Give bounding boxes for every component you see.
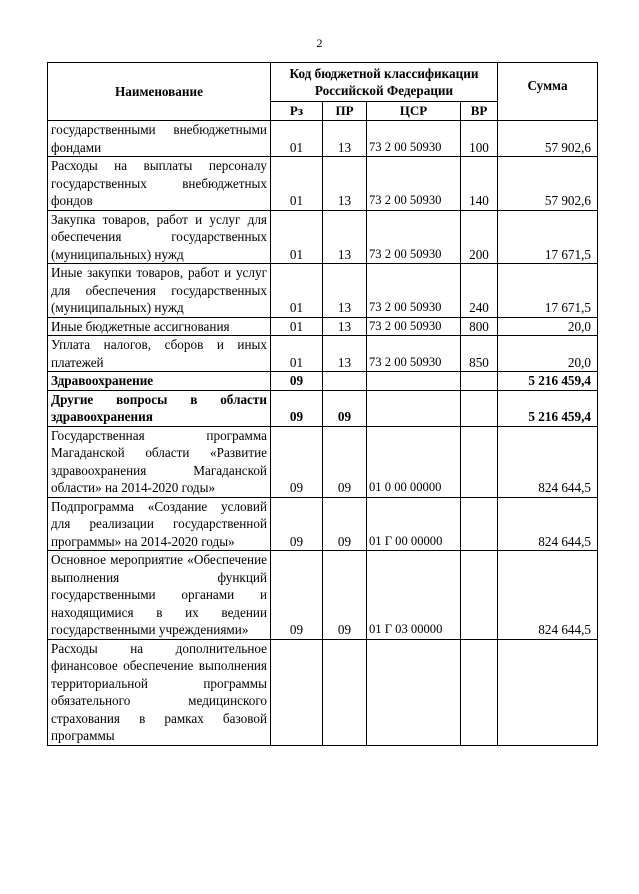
row-sum: 20,0: [498, 317, 598, 336]
row-name: Иные бюджетные ассигнования: [48, 317, 271, 336]
budget-table: [47, 62, 598, 746]
row-sum: 57 902,6: [498, 121, 598, 157]
row-rz: 01: [271, 121, 323, 157]
row-rz: 01: [271, 210, 323, 264]
row-sum: 5 216 459,4: [498, 390, 598, 426]
row-csr: 73 2 00 50930: [367, 121, 461, 157]
table-row: [48, 497, 598, 551]
row-sum: 17 671,5: [498, 264, 598, 318]
row-vr: [461, 372, 498, 391]
row-vr: 850: [461, 336, 498, 372]
row-pr: [323, 372, 367, 391]
header-sum: Сумма: [498, 63, 598, 121]
row-sum: 57 902,6: [498, 157, 598, 211]
row-csr: 73 2 00 50930: [367, 336, 461, 372]
row-sum: 824 644,5: [498, 497, 598, 551]
row-rz: 09: [271, 390, 323, 426]
row-csr: 73 2 00 50930: [367, 317, 461, 336]
row-csr: [367, 390, 461, 426]
row-rz: 01: [271, 264, 323, 318]
row-vr: 800: [461, 317, 498, 336]
row-pr: 09: [323, 497, 367, 551]
row-vr: [461, 639, 498, 745]
row-rz: 01: [271, 157, 323, 211]
row-pr: 13: [323, 157, 367, 211]
row-vr: 200: [461, 210, 498, 264]
row-name: Другие вопросы в области здравоохранения: [48, 390, 271, 426]
header-vr: ВР: [461, 102, 498, 121]
row-sum: 824 644,5: [498, 426, 598, 497]
row-csr: [367, 372, 461, 391]
row-csr: 73 2 00 50930: [367, 264, 461, 318]
table-row: [48, 157, 598, 211]
row-pr: 13: [323, 336, 367, 372]
table-row: [48, 372, 598, 391]
row-sum: 5 216 459,4: [498, 372, 598, 391]
row-name: государственными внебюджетными фондами: [48, 121, 271, 157]
row-pr: [323, 639, 367, 745]
row-pr: 13: [323, 264, 367, 318]
row-vr: [461, 497, 498, 551]
row-csr: 73 2 00 50930: [367, 157, 461, 211]
table-body: [48, 121, 598, 746]
table-row: [48, 317, 598, 336]
row-vr: [461, 551, 498, 640]
row-pr: 13: [323, 317, 367, 336]
table-row: [48, 390, 598, 426]
row-rz: 01: [271, 336, 323, 372]
row-name: Здравоохранение: [48, 372, 271, 391]
row-rz: [271, 639, 323, 745]
row-csr: 73 2 00 50930: [367, 210, 461, 264]
row-vr: 240: [461, 264, 498, 318]
row-vr: [461, 390, 498, 426]
row-pr: 13: [323, 121, 367, 157]
table-row: [48, 336, 598, 372]
row-csr: 01 0 00 00000: [367, 426, 461, 497]
table-row: [48, 264, 598, 318]
header-rz: Рз: [271, 102, 323, 121]
row-name: Подпрограмма «Создание условий для реализации государственной программы» на 2014-2020 годы»: [48, 497, 271, 551]
row-sum: 17 671,5: [498, 210, 598, 264]
row-vr: 100: [461, 121, 498, 157]
row-csr: [367, 639, 461, 745]
header-name: Наименование: [48, 63, 271, 121]
table-row: [48, 639, 598, 745]
row-pr: 13: [323, 210, 367, 264]
row-pr: 09: [323, 390, 367, 426]
row-name: Закупка товаров, работ и услуг для обеспечения государственных (муниципальных) нужд: [48, 210, 271, 264]
page-number: 2: [316, 36, 323, 50]
row-name: Государственная программа Магаданской области «Развитие здравоохранения Магаданской области» на 2014-2020 годы»: [48, 426, 271, 497]
row-rz: 09: [271, 372, 323, 391]
row-name: Иные закупки товаров, работ и услуг для обеспечения государственных (муниципальных) нужд: [48, 264, 271, 318]
table-row: [48, 426, 598, 497]
row-vr: [461, 426, 498, 497]
table-row: [48, 210, 598, 264]
row-rz: 09: [271, 497, 323, 551]
row-name: Расходы на дополнительное финансовое обеспечение выполнения территориальной программы обязательного медицинского страхования в рамках базовой программы: [48, 639, 271, 745]
row-pr: 09: [323, 426, 367, 497]
row-rz: 01: [271, 317, 323, 336]
row-sum: [498, 639, 598, 745]
row-sum: 824 644,5: [498, 551, 598, 640]
row-sum: 20,0: [498, 336, 598, 372]
table-row: [48, 551, 598, 640]
header-pr: ПР: [323, 102, 367, 121]
row-rz: 09: [271, 426, 323, 497]
row-name: Основное мероприятие «Обеспечение выполнения функций государственными органами и находящимися в их ведении государственными учреждениями»: [48, 551, 271, 640]
row-csr: 01 Г 03 00000: [367, 551, 461, 640]
row-vr: 140: [461, 157, 498, 211]
row-csr: 01 Г 00 00000: [367, 497, 461, 551]
row-name: Уплата налогов, сборов и иных платежей: [48, 336, 271, 372]
row-name: Расходы на выплаты персоналу государственных внебюджетных фондов: [48, 157, 271, 211]
row-pr: 09: [323, 551, 367, 640]
header-csr: ЦСР: [367, 102, 461, 121]
row-rz: 09: [271, 551, 323, 640]
table-row: [48, 121, 598, 157]
header-code-group: Код бюджетной классификации Российской Федерации: [271, 63, 498, 102]
